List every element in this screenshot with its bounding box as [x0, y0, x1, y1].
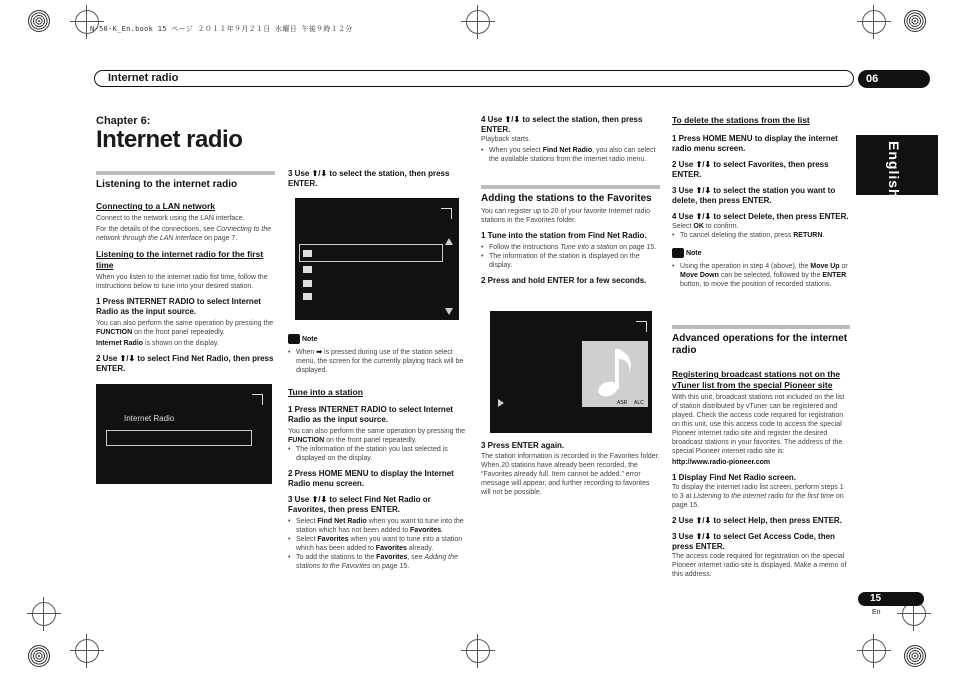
network-icon — [441, 208, 452, 219]
paragraph: Playback starts. — [481, 136, 531, 143]
chapter-number-badge: 06 — [858, 70, 930, 88]
column-4-section — [672, 333, 850, 579]
paragraph: Internet Radio is shown on the display. — [96, 340, 219, 347]
screen-label: Internet Radio — [124, 414, 175, 423]
paragraph: With this unit, broadcast stations not included on the list of station distributed by vTuner can be registered and played. Check the access code required for registration on this unit, use this access code to access the special Pioneer internet radio site and register the desired broadcast stations in your favorites. The address of the special Pioneer internet radio site is: — [672, 394, 845, 455]
header-title: Internet radio — [108, 72, 179, 84]
note-icon — [672, 248, 684, 258]
section-divider — [96, 171, 275, 175]
paragraph: You can register up to 20 of your favorite Internet radio stations in the Favorites folder. — [481, 208, 651, 224]
subheading: Listening to the internet radio for the first time — [96, 249, 264, 270]
step: 2 Press HOME MENU to display the Internet Radio menu screen. — [288, 469, 454, 488]
paragraph: For the details of the connections, see Connecting to the network through the LAN interface on page 7. — [96, 226, 272, 242]
step: 1 Tune into the station from Find Net Radio. — [481, 231, 647, 240]
step: 4 Use ⬆/⬇ to select the station, then press ENTER. — [481, 115, 643, 134]
column-4 — [672, 115, 850, 289]
color-target-mark — [904, 645, 926, 667]
page-language: En — [872, 609, 881, 616]
folder-icon — [303, 280, 312, 287]
section-heading: Adding the stations to the Favorites — [481, 193, 652, 204]
bullet: • The information of the station you last selected is displayed on the display. — [288, 445, 466, 463]
step: 1 Press INTERNET RADIO to select Internet Radio as the input source. — [96, 297, 261, 316]
step: 3 Use ⬆/⬇ to select Get Access Code, then press ENTER. — [672, 532, 835, 551]
registration-mark — [75, 639, 99, 663]
bullet: • When you select Find Net Radio, you also can select the available stations from the internet radio menu. — [481, 146, 661, 164]
step: 2 Use ⬆/⬇ to select Find Net Radio, then press ENTER. — [96, 354, 274, 373]
color-target-mark — [904, 10, 926, 32]
registration-mark — [466, 639, 490, 663]
step: 1 Display Find Net Radio screen. — [672, 473, 797, 482]
column-3-section — [481, 193, 661, 286]
step: 3 Use ⬆/⬇ to select the station you want to delete, then press ENTER. — [672, 186, 836, 205]
url-link[interactable]: http://www.radio-pioneer.com — [672, 459, 771, 466]
asr-indicator: ASR — [617, 400, 628, 406]
display-screen — [490, 311, 652, 433]
step: 3 Press ENTER again. — [481, 441, 565, 450]
language-tab-label: English — [886, 141, 902, 199]
folder-icon — [303, 250, 312, 257]
header-bar — [94, 70, 854, 87]
chapter-title: Internet radio — [96, 126, 243, 153]
page-number-badge: 15 — [858, 592, 924, 606]
paragraph: The station information is recorded in the Favorites folder. — [481, 453, 660, 460]
bullet: • Select Favorites when you want to tune into a station which has been added to Favorites already. — [288, 535, 466, 553]
column-3-bottom — [481, 441, 661, 497]
subheading: Tune into a station — [288, 387, 363, 397]
bullet: • Follow the instructions Tune into a station on page 15. — [481, 243, 661, 252]
folder-icon — [303, 266, 312, 273]
music-note-icon — [582, 341, 648, 407]
highlight-row — [106, 430, 252, 446]
album-art — [582, 341, 648, 407]
section-divider — [672, 325, 850, 329]
section-heading: Listening to the internet radio — [96, 179, 238, 190]
display-screen — [295, 198, 459, 320]
subheading: Connecting to a LAN network — [96, 201, 215, 211]
chapter-label: Chapter 6: — [96, 115, 151, 127]
bullet: • Using the operation in step 4 (above), the Move Up or Move Down can be selected, followed by the ENTER button, to move the position of recorded stations. — [672, 262, 850, 289]
paragraph: You can also perform the same operation by pressing the FUNCTION on the front panel repeatedly. — [96, 320, 274, 336]
registration-mark — [32, 602, 56, 626]
note-icon — [288, 334, 300, 344]
alc-indicator: ALC — [634, 400, 644, 406]
bullet: • When ➡ is pressed during use of the station select menu, the screen for the currently playing track will be displayed. — [288, 348, 466, 375]
scroll-down-icon — [445, 308, 453, 315]
network-icon — [252, 394, 263, 405]
bullet: • To cancel deleting the station, press RETURN. — [672, 231, 850, 240]
network-icon — [636, 321, 647, 332]
bullet: • To add the stations to the Favorites, see Adding the stations to the Favorites on page 15. — [288, 553, 466, 571]
paragraph: To display the internet radio list screen, perform steps 1 to 3 at Listening to the internet radio for the first time on page 15. — [672, 484, 844, 509]
note-header: Note — [288, 334, 466, 344]
registration-mark — [862, 10, 886, 34]
bullet: • Select Find Net Radio when you want to tune into the station which has not been added to Favorites. — [288, 517, 466, 535]
play-icon — [498, 399, 504, 407]
column-3 — [481, 115, 661, 164]
paragraph: Connect to the network using the LAN interface. — [96, 215, 245, 222]
step: 3 Use ⬆/⬇ to select Find Net Radio or Favorites, then press ENTER. — [288, 495, 431, 514]
paragraph: You can also perform the same operation by pressing the FUNCTION on the front panel repeatedly. — [288, 428, 466, 444]
paragraph: The access code required for registration on the special Pioneer internet radio site is displayed. Make a memo of this address. — [672, 553, 847, 578]
paragraph: When 20 stations have already been recorded, the “Favorites already full. Item cannot be added.” error message will appear, and further recording to favorites will not be possible. — [481, 462, 650, 496]
step: 2 Use ⬆/⬇ to select Help, then press ENTER. — [672, 516, 842, 525]
display-screen — [96, 384, 272, 484]
step: 2 Press and hold ENTER for a few seconds. — [481, 276, 647, 285]
step: 1 Press INTERNET RADIO to select Internet Radio as the input source. — [288, 405, 453, 424]
paragraph: Select OK to confirm. — [672, 223, 739, 230]
print-header: N-50-K_En.book 15 ページ ２０１１年９月２１日 水曜日 午後９時１２分 — [90, 25, 353, 33]
step: 4 Use ⬆/⬇ to select Delete, then press ENTER. — [672, 212, 849, 221]
subheading: To delete the stations from the list — [672, 115, 810, 125]
step: 3 Use ⬆/⬇ to select the station, then press ENTER. — [288, 169, 450, 188]
note-header: Note — [672, 248, 850, 258]
language-tab — [856, 135, 938, 199]
registration-mark — [862, 639, 886, 663]
paragraph: When you listen to the internet radio fist time, follow the instructions below to tune into your desired station. — [96, 274, 268, 290]
column-2 — [288, 334, 466, 571]
section-divider — [481, 185, 660, 189]
scroll-up-icon — [445, 238, 453, 245]
column-1 — [96, 201, 276, 374]
folder-icon — [303, 293, 312, 300]
color-target-mark — [28, 645, 50, 667]
color-target-mark — [28, 10, 50, 32]
registration-mark — [466, 10, 490, 34]
highlight-row — [299, 244, 443, 262]
step: 2 Use ⬆/⬇ to select Favorites, then press ENTER. — [672, 160, 829, 179]
bullet: • The information of the station is displayed on the display. — [481, 252, 661, 270]
subheading: Registering broadcast stations not on the vTuner list from the special Pioneer site — [672, 369, 841, 390]
section-heading: Advanced operations for the internet radio — [672, 333, 848, 356]
step: 1 Press HOME MENU to display the internet radio menu screen. — [672, 134, 838, 153]
